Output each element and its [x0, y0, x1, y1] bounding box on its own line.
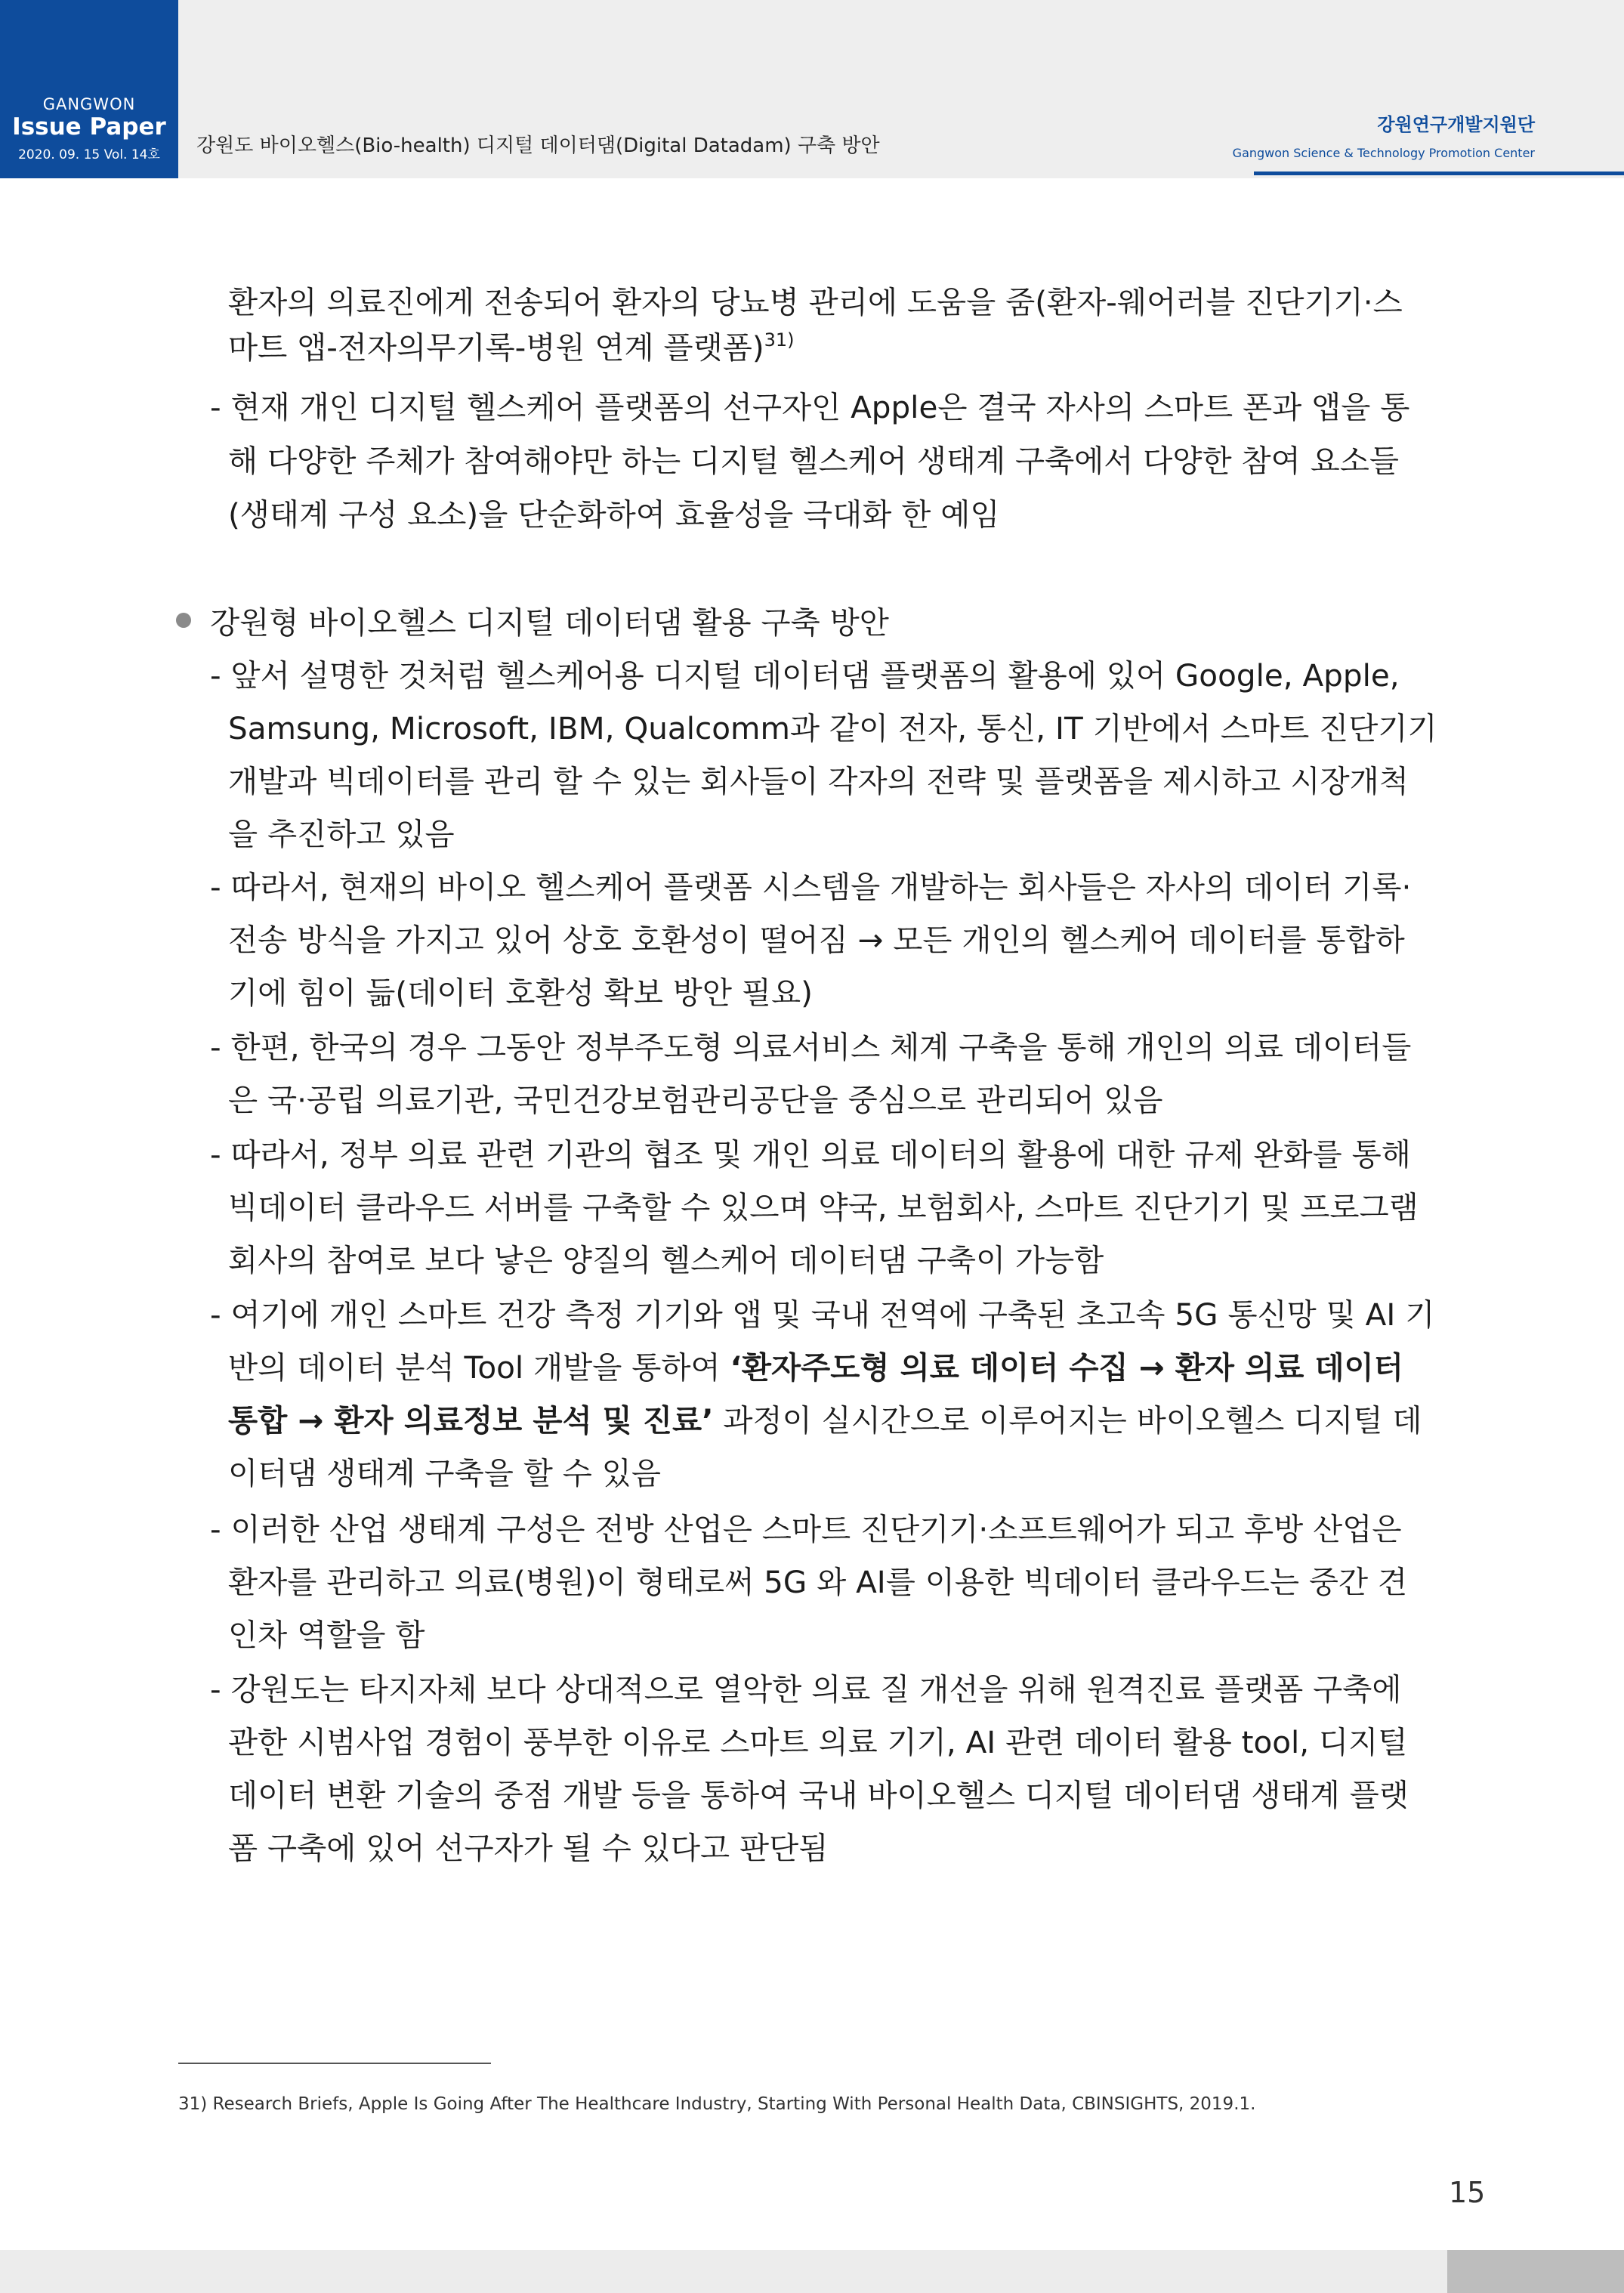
text-line: - 현재 개인 디지털 헬스케어 플랫폼의 선구자인 Apple은 결국 자사의 스마트 폰과 앱을 통	[210, 389, 1410, 425]
text-line: 인차 역할을 함	[228, 1617, 425, 1653]
text-line: 반의 데이터 분석 Tool 개발을 통하여 ‘환자주도형 의료 데이터 수집 → 환자 의료 데이터	[228, 1349, 1403, 1386]
text-line: Samsung, Microsoft, IBM, Qualcomm과 같이 전자, 통신, IT 기반에서 스마트 진단기기	[228, 710, 1437, 746]
text-line: 회사의 참여로 보다 낳은 양질의 헬스케어 데이터댐 구축이 가능함	[228, 1242, 1104, 1278]
logo-series-name: Issue Paper	[12, 113, 166, 141]
text-line: - 따라서, 정부 의료 관련 기관의 협조 및 개인 의료 데이터의 활용에 대한 규제 완화를 통해	[210, 1136, 1411, 1173]
issue-paper-logo	[0, 0, 178, 178]
text-line: 관한 시범사업 경험이 풍부한 이유로 스마트 의료 기기, AI 관련 데이터 활용 tool, 디지털	[228, 1724, 1408, 1760]
footnote: 31) Research Briefs, Apple Is Going After The Healthcare Industry, Starting With Personal Health Data, CBINSIGHTS, 2019.1.	[178, 2094, 1256, 2114]
text-line: 개발과 빅데이터를 관리 할 수 있는 회사들이 각자의 전략 및 플랫폼을 제시하고 시장개척	[228, 763, 1409, 799]
text-line: 마트 앱-전자의무기록-병원 연계 플랫폼)$^{31)}$	[228, 329, 795, 366]
text-line: (생태계 구성 요소)을 단순화하여 효율성을 극대화 한 예임	[228, 496, 1000, 533]
organization-block	[1233, 113, 1535, 163]
bullet-icon	[176, 613, 191, 628]
text-line: - 여기에 개인 스마트 건강 측정 기기와 앱 및 국내 전역에 구축된 초고속 5G 통신망 및 AI 기	[210, 1296, 1435, 1333]
text-line: 해 다양한 주체가 참여해야만 하는 디지털 헬스케어 생태계 구축에서 다양한 참여 요소들	[228, 443, 1400, 479]
organization-name-korean: 강원연구개발지원단	[1377, 114, 1535, 135]
text-line: - 이러한 산업 생태계 구성은 전방 산업은 스마트 진단기기·소프트웨어가 되고 후방 산업은	[210, 1511, 1402, 1547]
page-number: 15	[1449, 2176, 1486, 2209]
text-line: - 앞서 설명한 것처럼 헬스케어용 디지털 데이터댐 플랫폼의 활용에 있어 Google, Apple,	[210, 657, 1400, 694]
text-line: - 강원도는 타지자체 보다 상대적으로 열악한 의료 질 개선을 위해 원격진료 플랫폼 구축에	[210, 1671, 1402, 1707]
logo-issue-info: 2020. 09. 15 Vol. 14호	[18, 147, 160, 162]
text-line: 데이터 변환 기술의 중점 개발 등을 통하여 국내 바이오헬스 디지털 데이터댐 생태계 플랫	[228, 1777, 1409, 1813]
text-line: - 따라서, 현재의 바이오 헬스케어 플랫폼 시스템을 개발하는 회사들은 자사의 데이터 기록·	[210, 869, 1412, 905]
text-line: 환자의 의료진에게 전송되어 환자의 당뇨병 관리에 도움을 줌(환자-웨어러블 진단기기·스	[228, 284, 1403, 320]
text-line: 이터댐 생태계 구축을 할 수 있음	[228, 1455, 661, 1491]
text-line: 폼 구축에 있어 선구자가 될 수 있다고 판단됨	[228, 1830, 829, 1866]
emphasis-text: 통합 → 환자 의료정보 분석 및 진료’	[228, 1402, 714, 1439]
footer-bar	[0, 2250, 1624, 2293]
header-title: 강원도 바이오헬스(Bio-health) 디지털 데이터댐(Digital Datadam) 구축 방안	[196, 134, 880, 157]
page-header	[0, 0, 1624, 178]
organization-name-english: Gangwon Science & Technology Promotion Center	[1232, 146, 1535, 160]
text-line: 통합 → 환자 의료정보 분석 및 진료’ 과정이 실시간으로 이루어지는 바이오헬스 디지털 데	[228, 1402, 1422, 1439]
footnote-reference: 31)	[764, 329, 795, 351]
text-line: 환자를 관리하고 의료(병원)이 형태로써 5G 와 AI를 이용한 빅데이터 클라우드는 중간 견	[228, 1564, 1408, 1600]
text-line: 전송 방식을 가지고 있어 상호 호환성이 떨어짐 → 모든 개인의 헬스케어 데이터를 통합하	[228, 922, 1405, 958]
emphasis-text: ‘환자주도형 의료 데이터 수집 → 환자 의료 데이터	[730, 1349, 1403, 1386]
text-line: 은 국·공립 의료기관, 국민건강보험관리공단을 중심으로 관리되어 있음	[228, 1082, 1163, 1118]
text-line: 빅데이터 클라우드 서버를 구축할 수 있으며 약국, 보험회사, 스마트 진단기기 및 프로그램	[228, 1189, 1419, 1225]
text-line: 기에 힘이 듦(데이터 호환성 확보 방안 필요)	[228, 975, 813, 1011]
text-line: 을 추진하고 있음	[228, 816, 455, 852]
section-heading: 강원형 바이오헬스 디지털 데이터댐 활용 구축 방안	[210, 604, 889, 641]
header-accent-rule	[1254, 172, 1624, 175]
footer-accent	[1447, 2250, 1624, 2293]
footnote-divider	[178, 2063, 491, 2064]
text-line: - 한편, 한국의 경우 그동안 정부주도형 의료서비스 체계 구축을 통해 개인의 의료 데이터들	[210, 1029, 1412, 1065]
logo-series-top: GANGWON	[42, 95, 136, 113]
